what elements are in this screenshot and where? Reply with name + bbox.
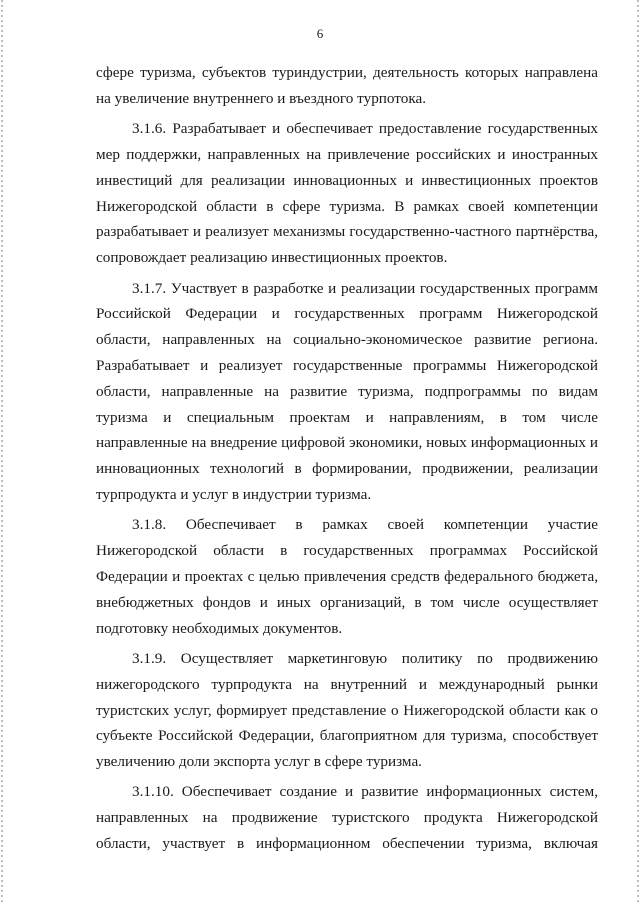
paragraph-3-1-8: 3.1.8. Обеспечивает в рамках своей компетенции участие Нижегородской области в государственных программах Российской Федерации и проектах с целью привлечения средств федерального бюджета, внебюджетных фондов и иных организаций, в том числе осуществляет подготовку необходимых документов. xyxy=(96,516,598,637)
paragraph-continuation: сфере туризма, субъектов туриндустрии, деятельность которых направлена на увеличение внутреннего и въездного турпотока. xyxy=(96,64,598,107)
scan-edge-right xyxy=(637,0,639,905)
paragraph-3-1-9: 3.1.9. Осуществляет маркетинговую политику по продвижению нижегородского турпродукта на внутренний и международный рынки туристских услуг, формирует представление о Нижегородской области как о субъекте Российской Федерации, благоприятном для туризма, способствует увеличению доли экспорта услуг в сфере туризма. xyxy=(96,649,598,771)
document-body xyxy=(96,60,598,857)
paragraph-3-1-10: 3.1.10. Обеспечивает создание и развитие информационных систем, направленных на продвижение туристского продукта Нижегородской области, участвует в информационном обеспечении туризма, включая xyxy=(96,783,598,853)
scan-edge-left xyxy=(1,0,3,905)
paragraph-3-1-6: 3.1.6. Разрабатывает и обеспечивает предоставление государственных мер поддержки, направленных на привлечение российских и иностранных инвестиций для реализации инновационных и инвестиционных проектов Нижегородской области в сфере туризма. В рамках своей компетенции разрабатывает и реализует механизмы государственно-частного партнёрства, сопровождает реализацию инвестиционных проектов. xyxy=(96,120,598,267)
paragraph-3-1-7: 3.1.7. Участвует в разработке и реализации государственных программ Российской Федерации и государственных программ Нижегородской области, направленных на социально-экономическое развитие региона. Разрабатывает и реализует государственные программы Нижегородской области, направленные на развитие туризма, подпрограммы по видам туризма и специальным проектам и направлениям, в том числе направленные на внедрение цифровой экономики, новых информационных и инновационных технологий в формировании, продвижении, реализации турпродукта и услуг в индустрии туризма. xyxy=(96,279,598,503)
page-number: 6 xyxy=(316,26,324,41)
